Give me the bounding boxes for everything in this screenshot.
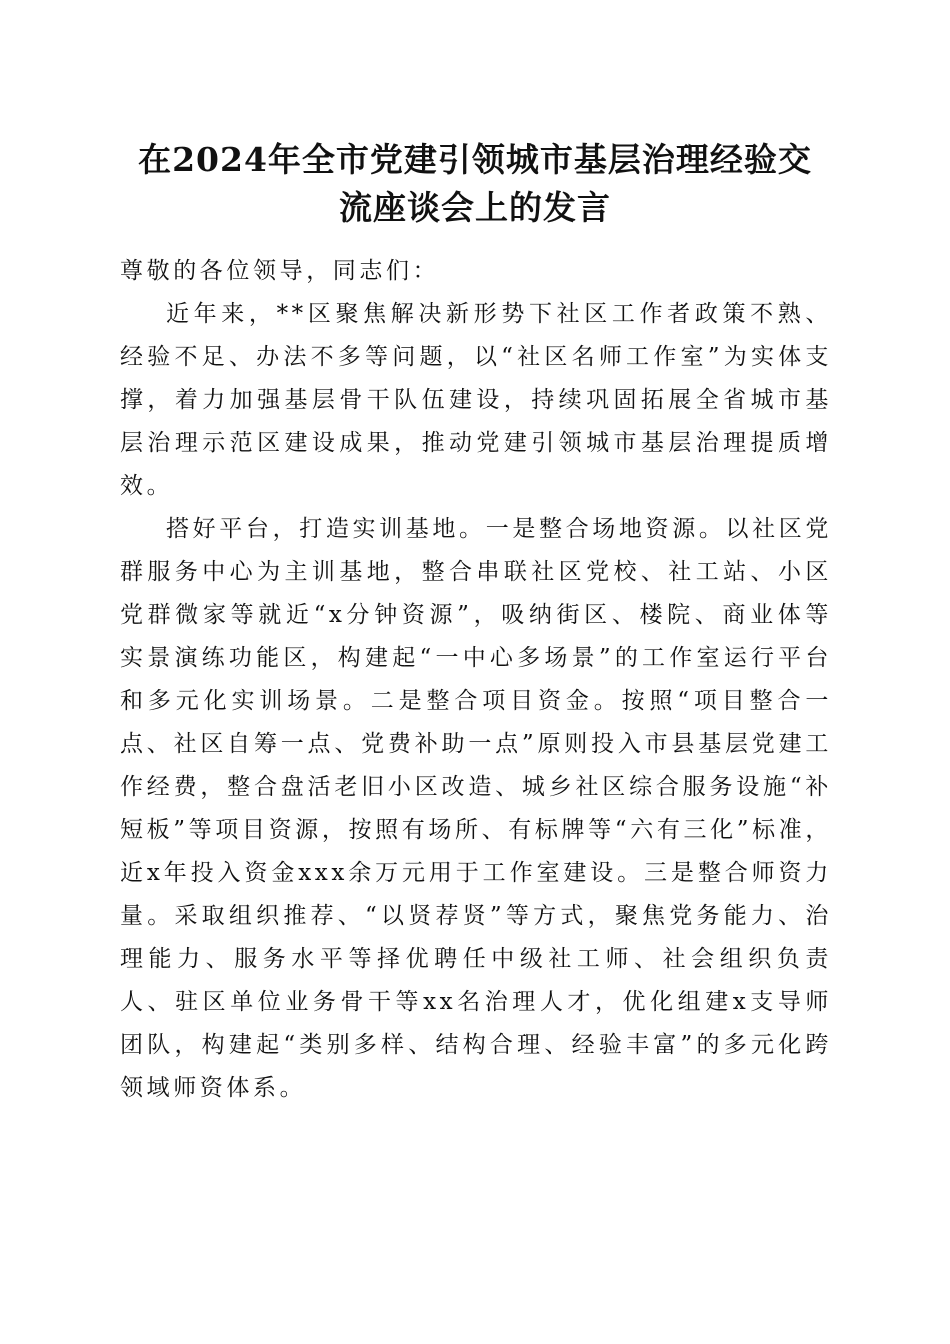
salutation: 尊敬的各位领导，同志们：: [120, 258, 440, 284]
paragraph-platform: 搭好平台，打造实训基地。一是整合场地资源。以社区党群服务中心为主训基地，整合串联社区党校、社工站、小区党群微家等就近“x分钟资源”，吸纳街区、楼院、商业体等实景演练功能区，构建起“一中心多场景”的工作室运行平台和多元化实训场景。二是整合项目资金。按照“项目整合一点、社区自筹一点、党费补助一点”原则投入市县基层党建工作经费，整合盘活老旧小区改造、城乡社区综合服务设施“补短板”等项目资源，按照有场所、有标牌等“六有三化”标准，近x年投入资金xxx余万元用于工作室建设。三是整合师资力量。采取组织推荐、“以贤荐贤”等方式，聚焦党务能力、治理能力、服务水平等择优聘任中级社工师、社会组织负责人、驻区单位业务骨干等xx名治理人才，优化组建x支导师团队，构建起“类别多样、结构合理、经验丰富”的多元化跨领域师资体系。: [120, 516, 832, 1101]
document-body: [120, 250, 832, 1110]
paragraph-intro: 近年来，**区聚焦解决新形势下社区工作者政策不熟、经验不足、办法不多等问题，以“社区名师工作室”为实体支撑，着力加强基层骨干队伍建设，持续巩固拓展全省城市基层治理示范区建设成果，推动党建引领城市基层治理提质增效。: [120, 301, 832, 499]
title-line-2: 流座谈会上的发言: [339, 188, 611, 227]
document-title: [100, 136, 850, 232]
title-line-1: 在2024年全市党建引领城市基层治理经验交: [138, 140, 812, 179]
